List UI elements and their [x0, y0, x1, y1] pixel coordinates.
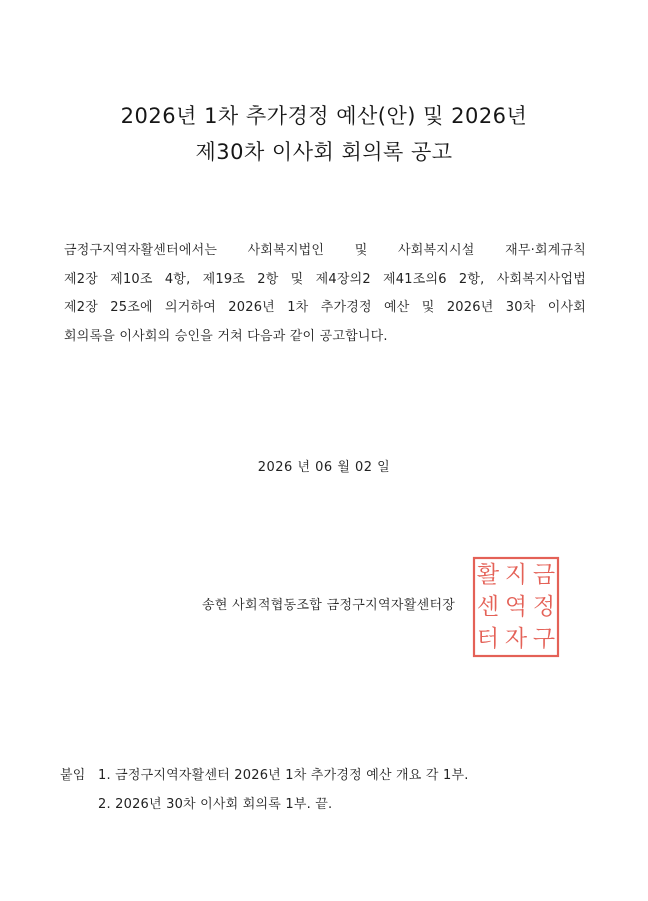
official-seal-icon	[472, 556, 560, 658]
title-line-1: 2026년 1차 추가경정 예산(안) 및 2026년	[120, 104, 528, 129]
seal-glyph: 역	[504, 594, 528, 620]
seal-glyph: 센	[476, 594, 500, 620]
seal-glyph: 정	[532, 594, 556, 620]
title-line-2: 제30차 이사회 회의록 공고	[195, 140, 453, 165]
attachment-text: 2. 2026년 30차 이사회 회의록 1부. 끝.	[98, 797, 333, 812]
seal-glyph: 터	[476, 626, 500, 652]
attachment-item	[60, 790, 469, 819]
body-line: 제2장 제10조 4항, 제19조 2항 및 제4장의2 제41조의6 2항, 사회복지사업법	[64, 271, 586, 287]
document-title	[0, 98, 648, 170]
seal-glyph: 활	[476, 562, 500, 588]
seal-glyph: 지	[504, 562, 528, 588]
attachment-text: 1. 금정구지역자활센터 2026년 1차 추가경정 예산 개요 각 1부.	[98, 768, 469, 783]
body-line: 회의록을 이사회의 승인을 거쳐 다음과 같이 공고합니다.	[64, 328, 388, 344]
seal-glyph: 구	[532, 626, 556, 652]
announcement-body	[64, 237, 586, 351]
announcement-date: 2026 년 06 월 02 일	[257, 460, 391, 475]
attachments-section	[60, 761, 469, 819]
attachments-label: 붙임	[60, 768, 86, 783]
issuer-name: 송현 사회적협동조합 금정구지역자활센터장	[202, 598, 456, 613]
attachment-item	[60, 761, 469, 790]
seal-glyph: 자	[504, 626, 528, 652]
body-line: 금정구지역자활센터에서는 사회복지법인 및 사회복지시설 재무·회계규칙	[64, 243, 586, 258]
attachments-label-spacer	[60, 790, 98, 819]
seal-glyph: 금	[532, 562, 556, 588]
body-line: 제2장 25조에 의거하여 2026년 1차 추가경정 예산 및 2026년 30차 이사회	[64, 300, 586, 315]
